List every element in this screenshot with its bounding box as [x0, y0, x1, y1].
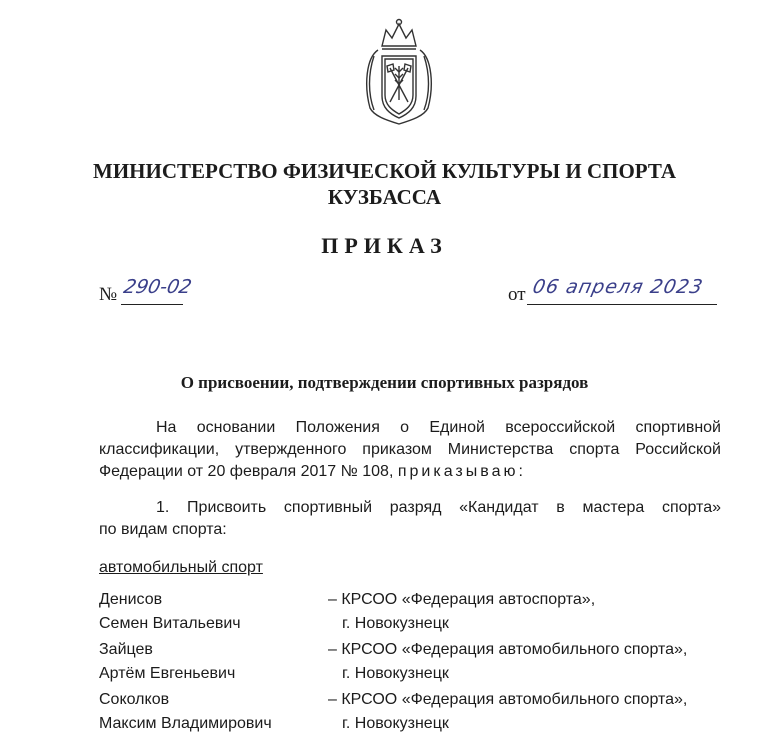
ministry-name-line2: КУЗБАССА — [327, 185, 442, 209]
person-surname: Денисов — [99, 591, 163, 608]
organization-city: г. Новокузнецк — [342, 665, 449, 682]
basis-line-3: Федерации от 20 февраля 2017 № 108, — [99, 463, 394, 480]
person-organization — [328, 638, 728, 686]
person-entry — [99, 638, 319, 686]
sport-heading: автомобильный спорт — [99, 559, 263, 576]
person-given-name: Семен Витальевич — [99, 615, 241, 632]
order-verb: приказываю: — [397, 463, 526, 480]
coat-of-arms-emblem — [360, 16, 438, 128]
person-organization — [328, 688, 728, 736]
person-given-name: Максим Владимирович — [99, 715, 272, 732]
order-subject: О присвоении, подтверждении спортивных разрядов — [180, 373, 589, 392]
item-1 — [99, 497, 721, 541]
order-number-underline — [121, 304, 183, 305]
order-date-handwritten: 06 апреля 2023 — [530, 276, 706, 298]
order-date-underline — [527, 304, 717, 305]
person-entry — [99, 588, 319, 636]
order-number-label: № — [99, 284, 118, 305]
order-number-handwritten: 290-02 — [121, 276, 194, 298]
document-title: ПРИКАЗ — [321, 233, 448, 258]
organization-city: г. Новокузнецк — [342, 715, 449, 732]
item-1-line-1: 1. Присвоить спортивный разряд «Кандидат в мастера спорта» — [156, 499, 721, 516]
person-entry — [99, 688, 319, 736]
basis-line-2: классификации, утвержденного приказом Министерства спорта Российской — [99, 441, 721, 458]
basis-paragraph — [99, 417, 721, 483]
person-organization — [328, 588, 728, 636]
organization-name: – КРСОО «Федерация автомобильного спорта», — [328, 641, 688, 658]
person-surname: Соколков — [99, 691, 170, 708]
ministry-name-line1: МИНИСТЕРСТВО ФИЗИЧЕСКОЙ КУЛЬТУРЫ И СПОРТА — [93, 159, 676, 183]
basis-line-1: На основании Положения о Единой всероссийской спортивной — [156, 419, 721, 436]
item-1-line-2: по видам спорта: — [99, 521, 227, 538]
person-surname: Зайцев — [99, 641, 153, 658]
organization-city: г. Новокузнецк — [342, 615, 449, 632]
person-given-name: Артём Евгеньевич — [99, 665, 236, 682]
organization-name: – КРСОО «Федерация автоспорта», — [328, 591, 596, 608]
organization-name: – КРСОО «Федерация автомобильного спорта», — [328, 691, 688, 708]
order-date-label: от — [508, 284, 526, 305]
